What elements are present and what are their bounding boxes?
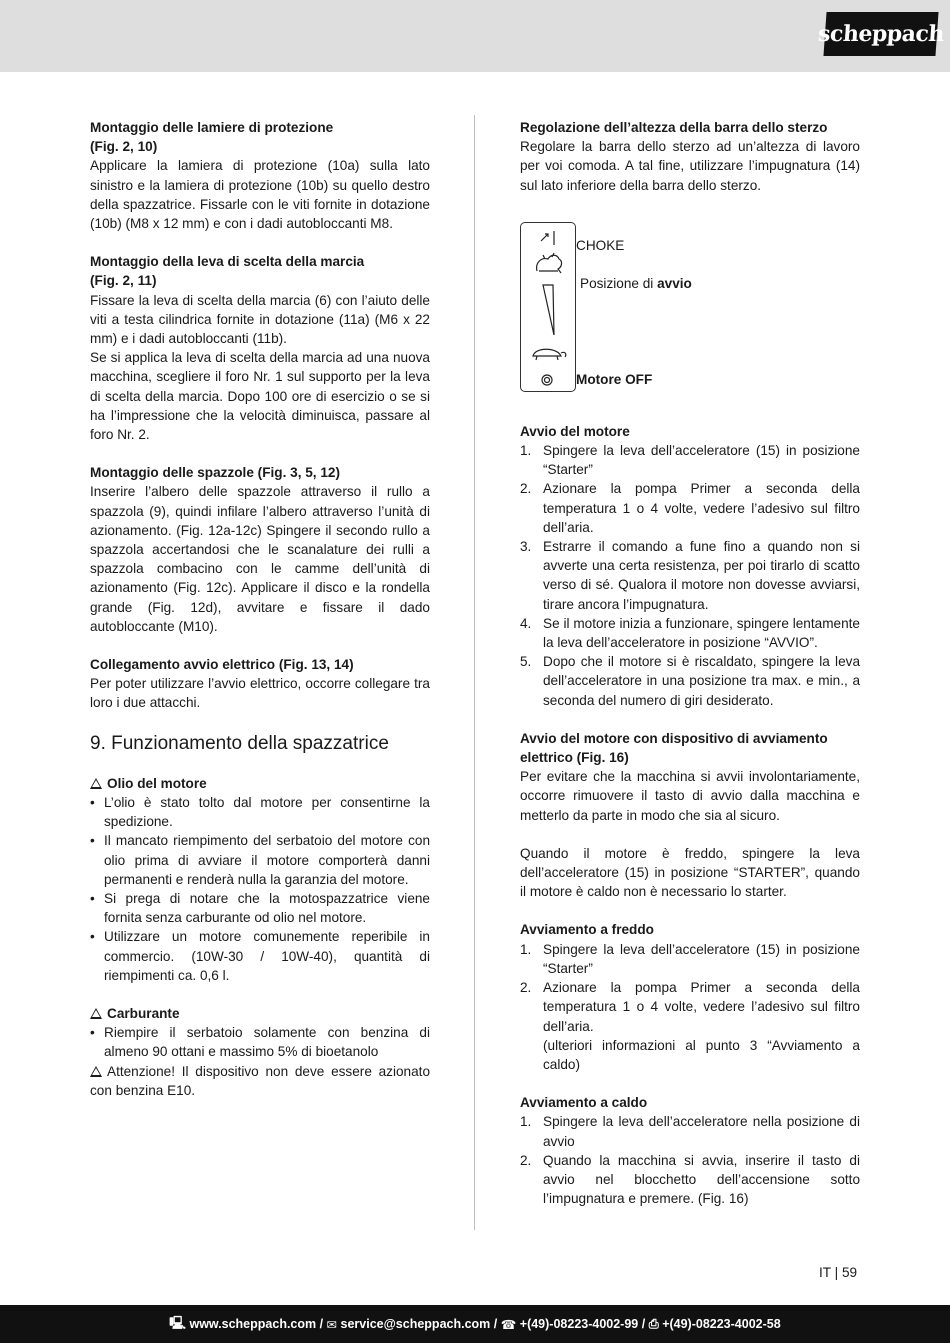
heading: Montaggio della leva di scelta della marcia xyxy=(90,254,365,270)
email-link[interactable]: service@scheppach.com xyxy=(340,1317,491,1331)
section-engine-oil xyxy=(90,774,430,985)
phone-number: +(49)-08223-4002-99 xyxy=(519,1317,639,1331)
paragraph: Inserire l’albero delle spazzole attraverso il rullo a spazzola (9), quindi infilare l’albero attraverso l’unità di azionamento. (Fig. 12a-12c) Spingere il secondo rullo a spazzola accertandosi che le scanalature dei rulli a spazzola combacino con le camme dell’unità di azionamento (Fig. 12c). Applicare il disco e la rondella grande (Fig. 12d), avvitare e fissare il dado autobloccante (M10). xyxy=(90,484,430,634)
header-bar xyxy=(0,0,950,72)
paragraph: Quando il motore è freddo, spingere la leva dell’acceleratore (15) in posizione “STARTER”, quando il motore è caldo non è necessario lo starter. xyxy=(520,845,860,900)
heading-figref: (Fig. 2, 10) xyxy=(90,139,158,155)
section-fuel xyxy=(90,1004,430,1100)
bullet-list xyxy=(90,1023,430,1061)
heading-figref: (Fig. 2, 11) xyxy=(90,273,157,289)
throttle-panel xyxy=(520,222,576,392)
heading: Montaggio delle lamiere di protezione xyxy=(90,120,334,135)
computer-icon: 🖳 xyxy=(169,1315,186,1330)
page-number: IT | 59 xyxy=(819,1265,858,1280)
heading: Avviamento a freddo xyxy=(520,922,654,938)
throttle-symbols-icon xyxy=(521,223,575,391)
choke-label: CHOKE xyxy=(576,237,625,253)
list-item: • Riempire il serbatoio solamente con benzina di almeno 90 ottani e massimo 5% di bioetanolo xyxy=(90,1023,430,1061)
paragraph: Se si applica la leva di scelta della marcia ad una nuova macchina, scegliere il foro Nr. 1 sul supporto per la leva di scelta della marcia. Dopo 100 ore di esercizio o se si ha l’impressione che la velocità diminuisca, passare al foro Nr. 2. xyxy=(90,350,430,443)
section-engine-start xyxy=(520,422,860,710)
bullet-list xyxy=(90,793,430,985)
paragraph: Fissare la leva di scelta della marcia (6) con l’aiuto delle viti a testa cilindrica fornite in dotazione (11a) (M6 x 22 mm) e i dadi autobloccanti (11b). xyxy=(90,292,430,347)
heading: Regolazione dell’altezza della barra dello sterzo xyxy=(520,120,828,135)
list-item: 2. Azionare la pompa Primer a seconda della temperatura 1 o 4 volte, vedere l’adesivo sul filtro dell’aria. xyxy=(520,980,860,1034)
section-electric-starting xyxy=(520,729,860,825)
section-protection-plates xyxy=(90,118,430,233)
chapter-title: 9. Funzionamento della spazzatrice xyxy=(90,732,389,754)
phone-icon: ☎ xyxy=(500,1317,517,1332)
warning-icon xyxy=(90,778,102,789)
note: (ulteriori informazioni al punto 3 “Avviamento a caldo) xyxy=(543,1037,860,1072)
list-item: • L’olio è stato tolto dal motore per consentirne la spedizione. xyxy=(90,793,430,831)
mail-icon: ✉ xyxy=(326,1317,338,1332)
heading: Olio del motore xyxy=(90,774,430,793)
list-item: 2. Quando la macchina si avvia, inserire il tasto di avvio nel blocchetto dell’accensione sotto l’impugnatura e premere. (Fig. 16) xyxy=(520,1152,860,1207)
paragraph: Per evitare che la macchina si avvii involontariamente, occorre rimuovere il tasto di avvio dalla macchina e metterlo da parte in modo che sia al sicuro. xyxy=(520,769,860,823)
list-item: 3. Estrarre il comando a fune fino a quando non si avverte una certa resistenza, per poi tirarlo di scatto verso di sé. Qualora il motore non dovesse avviarsi, tirare ancora l’impugnatura. xyxy=(520,539,860,612)
paragraph: Regolare la barra dello sterzo ad un’altezza di lavoro per voi comoda. A tal fine, utilizzare l’impugnatura (14) sul lato inferiore della barra dello sterzo. xyxy=(520,139,860,193)
list-item: 1. Spingere la leva dell’acceleratore (15) in posizione “Starter” xyxy=(520,941,860,976)
footer-bar: 🖳 www.scheppach.com / ✉ service@scheppach.com / ☎ +(49)-08223-4002-99 / ⎙ +(49)-08223-4002-58 xyxy=(0,1305,950,1343)
left-column xyxy=(90,118,430,1119)
section-starter-note xyxy=(520,844,860,902)
list-item: • Il mancato riempimento del serbatoio del motore con olio prima di avviare il motore comporterà danni permanenti e renderà nulla la garanzia del motore. xyxy=(90,831,430,889)
start-position-label: Posizione di avvio xyxy=(580,275,692,291)
fax-icon: ⎙ xyxy=(648,1316,659,1331)
paragraph: Applicare la lamiera di protezione (10a) sulla lato sinistro e la lamiera di protezione (10b) su quello destro della spazzatrice. Fissarle con le viti fornite in dotazione (10b) (M8 x 12 mm) e con i dadi autobloccanti M8. xyxy=(90,158,430,232)
section-cold-start xyxy=(520,920,860,1074)
section-warm-start xyxy=(520,1093,860,1208)
list-item: 4. Se il motore inizia a funzionare, spingere lentamente la leva dell’acceleratore in posizione “AVVIO”. xyxy=(520,615,860,651)
numbered-list xyxy=(520,1112,860,1208)
section-brushes xyxy=(90,463,430,636)
website-link[interactable]: www.scheppach.com xyxy=(189,1317,317,1331)
heading: Avvio del motore con dispositivo di avviamento elettrico (Fig. 16) xyxy=(520,730,828,766)
fax-number: +(49)-08223-4002-58 xyxy=(662,1317,781,1331)
warning-text: Attenzione! Il dispositivo non deve essere azionato con benzina E10. xyxy=(90,1063,430,1098)
scheppach-logo: scheppach xyxy=(823,12,938,56)
heading: Avvio del motore xyxy=(520,423,630,439)
numbered-list xyxy=(520,441,860,710)
heading: Montaggio delle spazzole (Fig. 3, 5, 12) xyxy=(90,465,341,481)
heading: Collegamento avvio elettrico (Fig. 13, 14) xyxy=(90,657,354,673)
engine-off-label: Motore OFF xyxy=(576,371,653,387)
numbered-list xyxy=(520,940,860,1036)
throttle-figure xyxy=(520,222,860,398)
section-handlebar-height xyxy=(520,118,860,195)
warning-icon xyxy=(90,1008,102,1019)
section-gear-lever xyxy=(90,252,430,444)
list-item: 5. Dopo che il motore si è riscaldato, spingere la leva dell’acceleratore in una posizione tra max. e min., a seconda del numero di giri desiderato. xyxy=(520,654,860,708)
paragraph: Per poter utilizzare l’avvio elettrico, occorre collegare tra loro i due attacchi. xyxy=(90,676,430,711)
list-item: • Si prega di notare che la motospazzatrice viene fornita senza carburante od olio nel motore. xyxy=(90,889,430,927)
list-item: 2. Azionare la pompa Primer a seconda della temperatura 1 o 4 volte, vedere l’adesivo sul filtro dell’aria. xyxy=(520,481,860,535)
warning-icon xyxy=(90,1066,102,1077)
right-column xyxy=(520,118,860,1227)
column-divider xyxy=(474,115,475,1230)
list-item: 1. Spingere la leva dell’acceleratore nella posizione di avvio xyxy=(520,1114,860,1149)
heading: Avviamento a caldo xyxy=(520,1095,648,1111)
list-item: 1. Spingere la leva dell’acceleratore (15) in posizione “Starter” xyxy=(520,443,860,478)
section-electric-start xyxy=(90,655,430,713)
list-item: • Utilizzare un motore comunemente reperibile in commercio. (10W-30 / 10W-40), quantità di riempimenti ca. 0,6 l. xyxy=(90,927,430,985)
heading: Carburante xyxy=(90,1004,430,1023)
